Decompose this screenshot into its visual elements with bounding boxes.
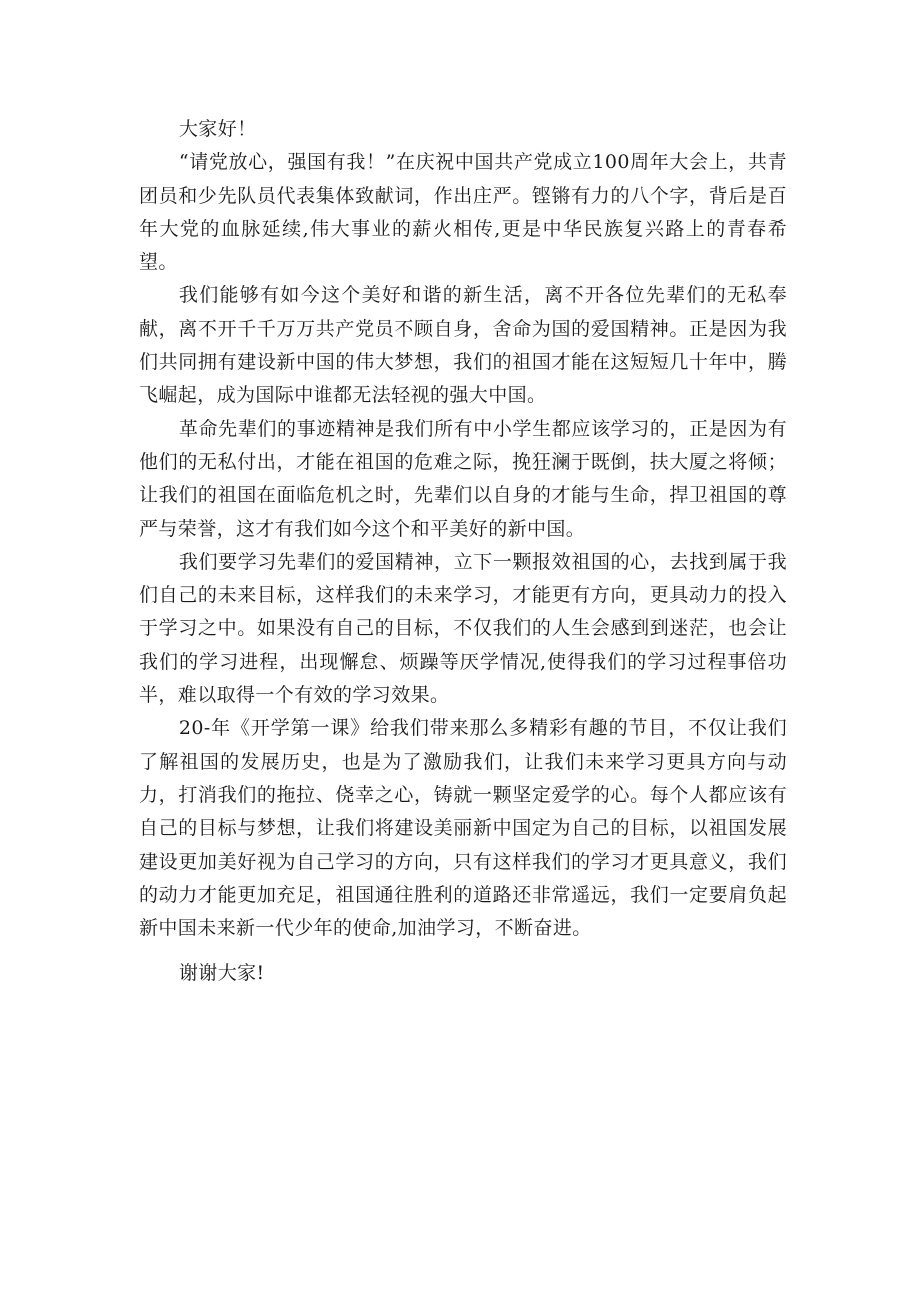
paragraph-3: 革命先辈们的事迹精神是我们所有中小学生都应该学习的，正是因为有他们的无私付出，才能在祖国的危难之际，挽狂澜于既倒，扶大厦之将倾；让我们的祖国在面临危机之时，先辈们以自身的才能与生命，捍卫祖国的尊严与荣誉，这才有我们如今这个和平美好的新中国。 xyxy=(139,417,787,540)
greeting-line: 大家好！ xyxy=(178,118,257,140)
paragraph-5: 20-年《开学第一课》给我们带来那么多精彩有趣的节目，不仅让我们了解祖国的发展历史，也是为了激励我们，让我们未来学习更具方向与动力，打消我们的拖拉、侥幸之心，铸就一颗坚定爱学的心。每个人都应该有自己的目标与梦想，让我们将建设美丽新中国定为自己的目标，以祖国发展建设更加美好视为自己学习的方向，只有这样我们的学习才更具意义，我们的动力才能更加充足，祖国通往胜利的道路还非常遥远，我们一定要肩负起新中国未来新一代少年的使命,加油学习，不断奋进。 xyxy=(139,717,787,940)
speech-body xyxy=(139,113,787,991)
paragraph-1: “请党放心，强国有我！”在庆祝中国共产党成立100周年大会上，共青团员和少先队员代表集体致献词，作出庄严。铿锵有力的八个字，背后是百年大党的血脉延续,伟大事业的薪火相传,更是中华民族复兴路上的青春希望。 xyxy=(139,151,787,274)
paragraph-2: 我们能够有如今这个美好和谐的新生活，离不开各位先辈们的无私奉献，离不开千千万万共产党员不顾自身，舍命为国的爱国精神。正是因为我们共同拥有建设新中国的伟大梦想，我们的祖国才能在这短短几十年中，腾飞崛起，成为国际中谁都无法轻视的强大中国。 xyxy=(139,284,787,407)
closing-line: 谢谢大家! xyxy=(178,962,265,985)
paragraph-4: 我们要学习先辈们的爱国精神，立下一颗报效祖国的心，去找到属于我们自己的未来目标，这样我们的未来学习，才能更有方向，更具动力的投入于学习之中。如果没有自己的目标，不仅我们的人生会感到到迷茫，也会让我们的学习进程，出现懈怠、烦躁等厌学情况,使得我们的学习过程事倍功半，难以取得一个有效的学习效果。 xyxy=(139,550,787,707)
